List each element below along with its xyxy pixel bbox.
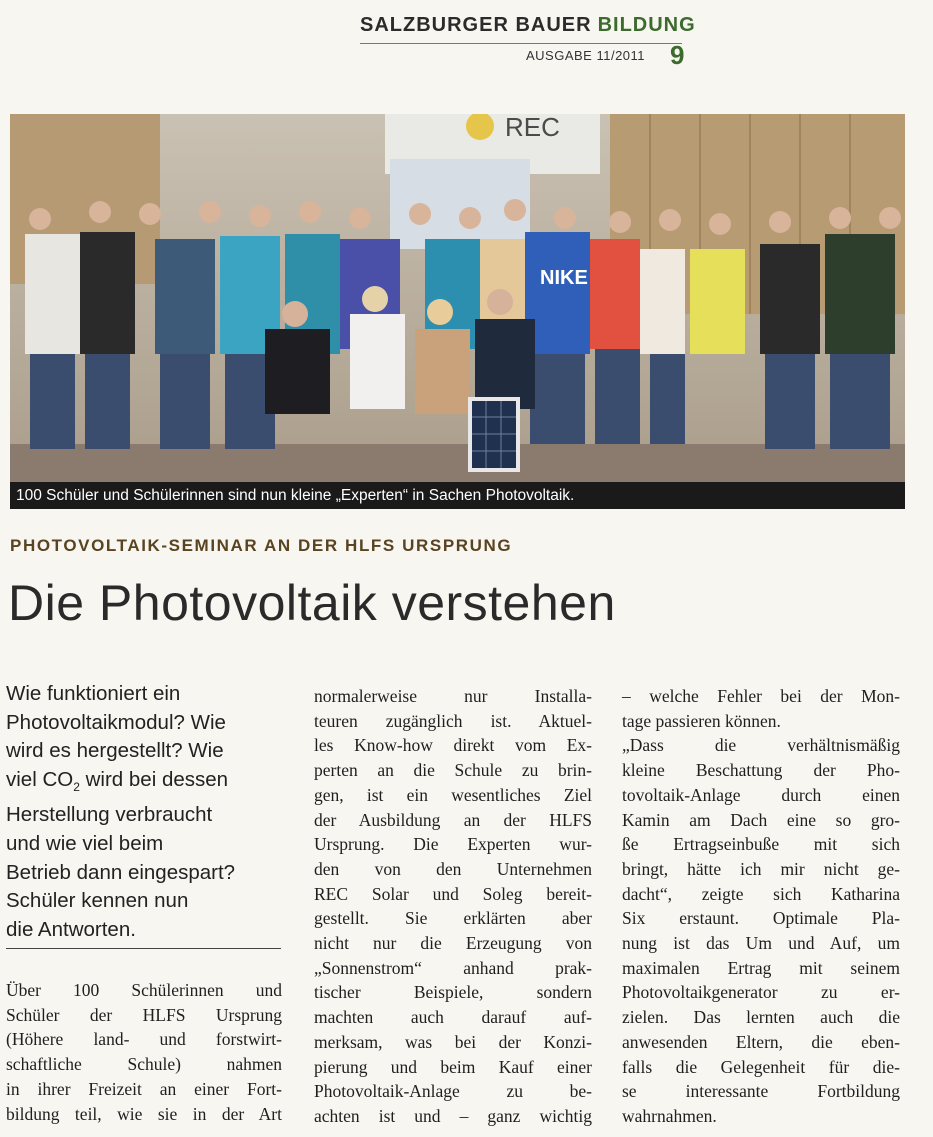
masthead-rule: [360, 43, 682, 44]
body-line: pierung und beim Kauf einer: [314, 1056, 592, 1077]
body-line: merksam, was bei der Konzi-: [314, 1031, 592, 1052]
lead-line: Photovoltaikmodul? Wie: [6, 710, 226, 734]
lead-line: Schüler kennen nun: [6, 889, 189, 913]
body-line: achten ist und – ganz wichtig: [314, 1105, 592, 1126]
body-line: der Ausbildung an der HLFS: [314, 809, 592, 830]
section-name: BILDUNG: [597, 14, 696, 36]
issue-label: AUSGABE 11/2011: [526, 48, 646, 63]
article-kicker: PHOTOVOLTAIK-SEMINAR AN DER HLFS URSPRUNG: [10, 536, 513, 555]
body-line: Photovoltaik-Anlage zu be-: [314, 1081, 592, 1102]
body-line: „Dass die verhältnismäßig: [622, 735, 900, 756]
body-line: teuren zugänglich ist. Aktuel-: [314, 710, 592, 731]
page-number: 9: [670, 40, 685, 70]
body-line: gen, ist ein wesentliches Ziel: [314, 784, 592, 805]
body-line: kleine Beschattung der Pho-: [622, 760, 900, 781]
body-line: bildung teil, wie sie in der Art: [6, 1103, 282, 1124]
body-line: falls die Gelegenheit für die-: [622, 1056, 900, 1077]
body-line: Schüler der HLFS Ursprung: [6, 1004, 282, 1025]
body-line: gestellt. Sie erklärten aber: [314, 908, 592, 929]
body-line: tovoltaik-Anlage durch einen: [622, 784, 900, 805]
photo-caption: 100 Schüler und Schülerinnen sind nun kleine „Experten“ in Sachen Photovoltaik.: [10, 482, 905, 509]
lead-divider: [6, 948, 281, 949]
body-line: tage passieren können.: [622, 710, 781, 731]
lead-line: Betrieb dann eingespart?: [6, 860, 236, 884]
body-line: nicht nur die Erzeugung von: [314, 933, 592, 954]
body-line: maximalen Ertrag mit seinem: [622, 957, 900, 978]
body-line: REC Solar und Soleg bereit-: [314, 883, 592, 904]
body-line: se interessante Fortbildung: [622, 1081, 900, 1102]
article-headline: Die Photovoltaik verstehen: [8, 575, 616, 631]
body-line: Photovoltaikgenerator zu er-: [622, 982, 900, 1003]
body-line: perten an die Schule zu brin-: [314, 760, 592, 781]
body-column-2: [314, 684, 592, 1129]
body-line: zielen. Das lernten auch die: [622, 1007, 900, 1028]
lead-line: wird es hergestellt? Wie: [6, 739, 224, 763]
lead-line: Wie funktioniert ein: [6, 682, 181, 705]
body-line: tischer Beispiele, sondern: [314, 982, 592, 1003]
body-line: nung ist das Um und Auf, um: [622, 933, 900, 954]
article-lead: [6, 680, 276, 944]
body-line: machten auch darauf auf-: [314, 1007, 592, 1028]
body-line: ße Ertragseinbuße mit sich: [622, 834, 900, 855]
body-column-1: [6, 978, 282, 1126]
body-line: Six erstaunt. Optimale Pla-: [622, 908, 900, 929]
body-column-3: [622, 684, 900, 1129]
lead-co2-text: viel CO: [6, 767, 74, 791]
publication-name: SALZBURGER BAUER: [360, 14, 592, 36]
body-line: (Höhere land- und forstwirt-: [6, 1029, 282, 1050]
banner-logo-text: REC: [505, 114, 560, 142]
body-line: Kamin am Dach eine so gro-: [622, 809, 900, 830]
body-line: Über 100 Schülerinnen und: [6, 980, 282, 1000]
shirt-brand-text: NIKE: [540, 267, 588, 289]
masthead: [360, 14, 696, 70]
group-photo: [10, 114, 905, 509]
lead-line: die Antworten.: [6, 917, 136, 941]
lead-line: Herstellung verbraucht: [6, 803, 213, 827]
body-line: Ursprung. Die Experten wur-: [314, 834, 592, 855]
lead-line: und wie viel beim: [6, 832, 164, 856]
body-line: – welche Fehler bei der Mon-: [622, 686, 900, 706]
body-line: bringt, hätte ich mir nicht ge-: [622, 858, 900, 879]
body-line: normalerweise nur Installa-: [314, 686, 592, 706]
body-line: in ihrer Freizeit an einer Fort-: [6, 1078, 282, 1099]
lead-line-rest: wird bei dessen: [85, 767, 229, 791]
body-line: dacht“, zeigte sich Katharina: [622, 883, 900, 904]
body-line: les Know-how direkt vom Ex-: [314, 735, 592, 756]
co2-subscript: 2: [73, 779, 80, 794]
body-line: anwesenden Eltern, die eben-: [622, 1031, 900, 1052]
lead-line: [6, 766, 276, 802]
group-photo-illustration: [10, 114, 905, 509]
body-line: schaftliche Schule) nahmen: [6, 1054, 282, 1075]
body-line: „Sonnenstrom“ anhand prak-: [314, 957, 592, 978]
body-line: den von den Unternehmen: [314, 858, 592, 879]
body-line: wahrnahmen.: [622, 1105, 717, 1126]
